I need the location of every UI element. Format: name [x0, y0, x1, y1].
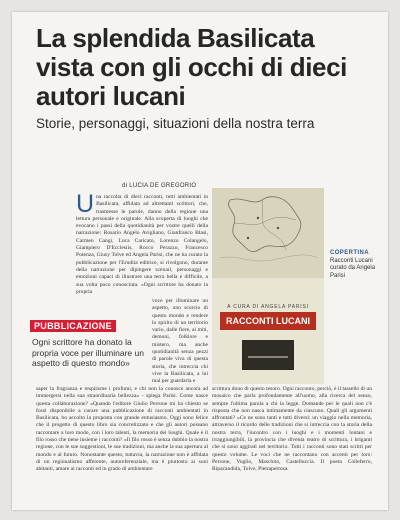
article-intro — [76, 194, 208, 298]
cover-footer-block — [242, 340, 294, 370]
article-mid-column: voce per illuminare un aspetto, uno scorcio di questo mondo e rendere lo spirito di un territorio vario, dalle fiere, ai miti, demoni, folklore e mistero, ma anche quotidianità senza pezzi di parole viva di questa storia, che intreccia chi vive la Basilicata, a lui mai per guardarla e — [152, 298, 208, 385]
book-cover — [212, 188, 324, 384]
headline: La splendida Basilicata vista con gli occhi di dieci autori lucani — [36, 23, 347, 111]
pull-quote-label: PUBBLICAZIONE — [30, 320, 116, 332]
caption-text: Racconti Lucani curato da Angela Parisi — [330, 257, 376, 279]
publisher-logo — [248, 356, 288, 358]
newspaper-page — [12, 12, 388, 510]
article-right-column: scrittura dono di questo tesoro. Ogni racconto, perciò, è il tassello di un mosaico che parla profondamente all'uomo, alla ricerca del senso, sempre l'ultima parola a chi la legge. Domande per le quali non c'è risposta che non nasca intimamente da ciascuno. Quali gli argomenti affrontati? «Ce ne sono tanti e tutti diversi: un viaggio nella memoria, attraverso il ricordo delle tradizioni che si intreccia con la storia della nostra terra, l'incontro con i luoghi e i momenti lontani e irraggiungibili, la provincia che diventa teatro di scrittura, i briganti che si sono aggirati nel territorio. Tutti i racconti sono stati scritti per questo volume. Le voci che ne raccontano con accenti per loro: Perrone, Voglio, Maschito, Castelluccia. Il poeta Colleferro, Ripacandida, Tolve, Pietrapertosa. — [212, 386, 372, 473]
drop-cap: U — [76, 194, 95, 218]
author-name: LUCIA DE GREGORIO — [129, 183, 197, 189]
cover-curator: A CURA DI ANGELA PARISI — [227, 304, 309, 310]
intro-text: na raccolta di dieci racconti, tutti ambientati in Basilicata, affidata ad altrettanti scrittori, che, trasmesse le parole, danno della regione una lettura personale e originale. Alla scoperta di luoghi che evocano i passi della quotidianità per vostre quelli della narrazione: Rosario Angelo Avigliano, Gianfranco Blasi, Carmen Cangi, Luca Caricato, Lorenzo Colangelo, Giampiero D'Ecclesiis, Rocco Perazzo, Francesco Potenza, Giusy Tolve ed Angela Parisi, che ne ha curato la pubblicazione per l'Erudita editrice, si rivolgono, durante della narrazione per dipingere scenari, personaggi e emozioni capaci di illustrare una terra bella e difficile, a sua volta poco conosciuta. «Ogni scrittore ha donato la propria — [76, 194, 208, 295]
caption-label: COPERTINA — [330, 250, 369, 256]
map-illustration — [212, 188, 324, 278]
cover-title: RACCONTI LUCANI — [220, 312, 316, 330]
pull-quote-box — [30, 316, 148, 374]
article-lower-column: saper la fragranza e respirarne i profumi, e chi non la conosce ancora ad immergersi nella sua straordinaria bellezza» - spiega Parisi. Come nasce questa collaborazione? «Quando l'editore Giulio Perrone mi ha chiesto se fossi disponibile a curare una pubblicazione di racconti ambientati in Basilicata, ho accolto la proposta con grande entusiasmo. Oggi sono felice che il progetto di questo libro sia concretizzato e che gli autori possano raccontare a loro modo, con i loro talenti, la memoria dei luoghi. Quale è il filo rosso che tiene insieme i racconti? «Il filo rosso è senza dubbio la nostra regione, con le sue suggestioni, le sue tradizioni, ma anche la sua apertura al mondo e al futuro. Nonostante questo, tuttavia, la narrazione non è affidata di un regionalismo afferente, autoreferenziale, ma è piuttosto ai suoi abitanti, amare ai racconti ed in grado di ambientare — [36, 386, 208, 473]
pull-quote-text: Ogni scrittore ha donato la propria voce per illuminare un aspetto di questo mondo» — [32, 337, 144, 368]
cover-caption — [330, 250, 382, 280]
byline: di LUCIA DE GREGORIO — [122, 183, 197, 189]
subtitle: Storie, personaggi, situazioni della nostra terra — [36, 116, 315, 131]
